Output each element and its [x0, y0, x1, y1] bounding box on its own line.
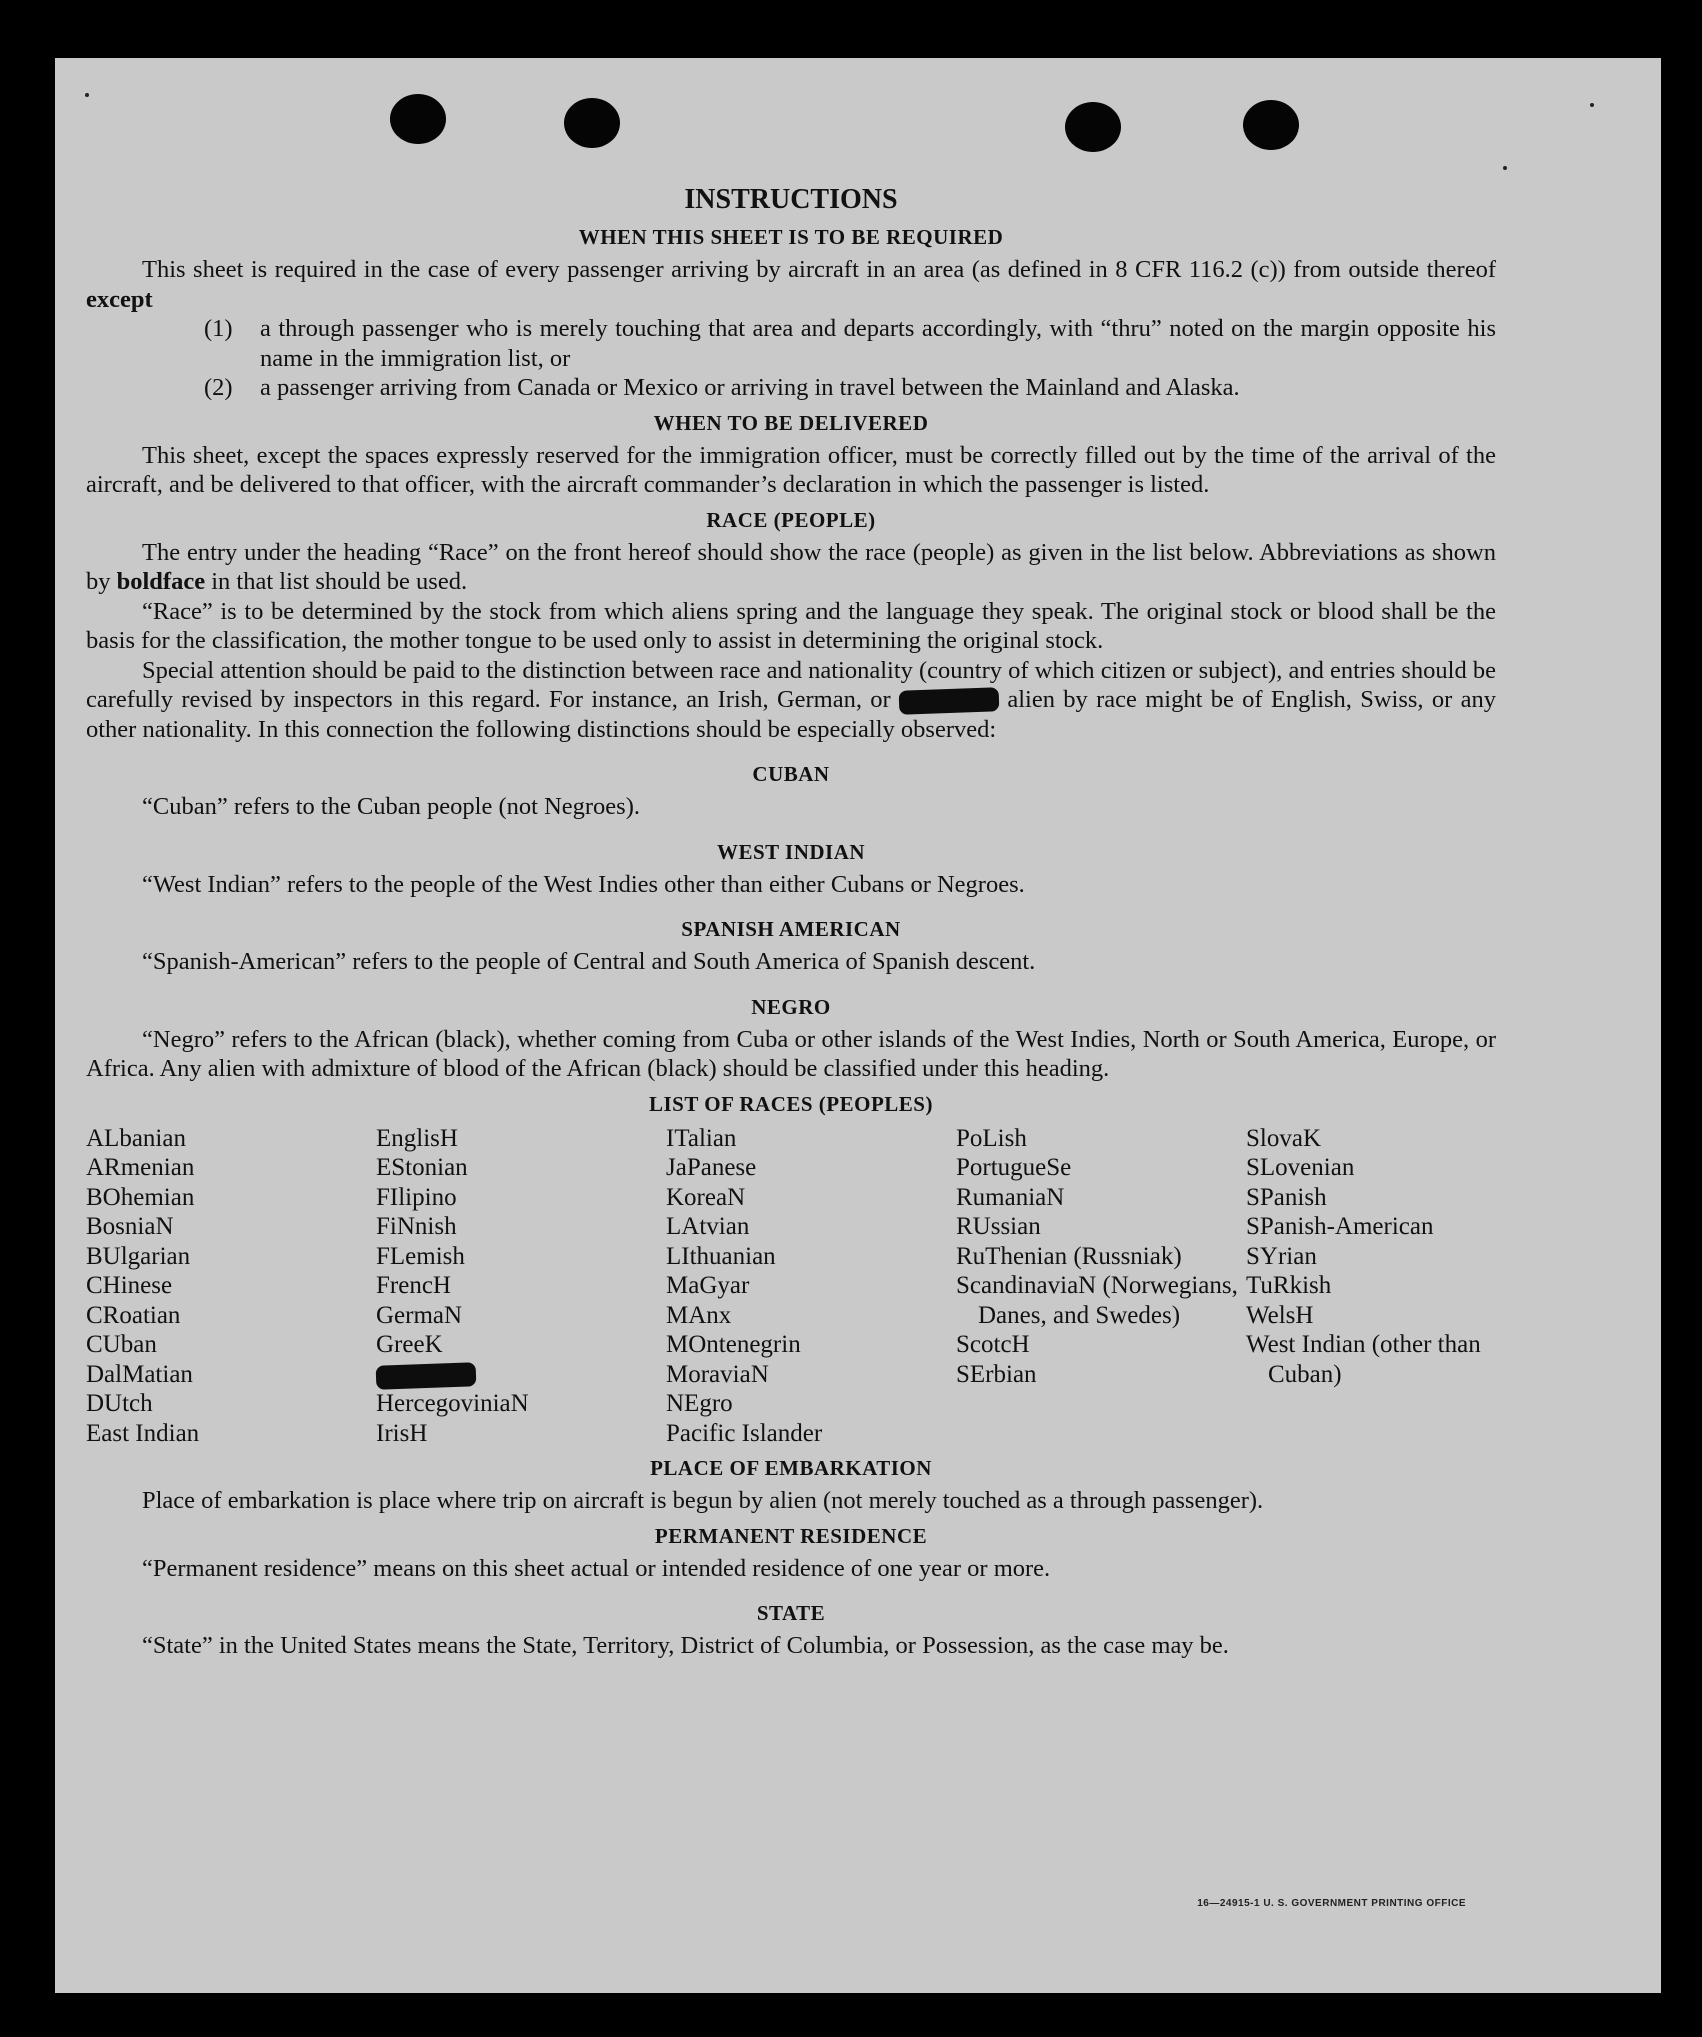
race-entry: SPanish: [1246, 1183, 1327, 1211]
required-intro-text: This sheet is required in the case of every passenger arriving by aircraft in an area (as defined in 8 CFR 116.2 (c)) from outside thereof: [142, 256, 1496, 283]
race-entry: SErbian: [956, 1360, 1037, 1388]
negro-text: “Negro” refers to the African (black), whether coming from Cuba or other islands of the West Indies, North or South America, Europe, or Africa. Any alien with admixture of blood of the African (black) should be classified under this heading.: [86, 1025, 1496, 1082]
race-entry: FLemish: [376, 1242, 465, 1270]
punch-hole: [1065, 102, 1121, 152]
race-entry: SLovenian: [1246, 1154, 1355, 1181]
race-entry: ScotcH: [956, 1331, 1030, 1358]
race-paragraph-2: “Race” is to be determined by the stock from which aliens spring and the language they speak. The original stock or blood shall be the basis for the classification, the mother tongue to be used only to assist in determining the original stock.: [86, 597, 1496, 654]
list-of-races-heading: LIST OF RACES (PEOPLES): [649, 1091, 933, 1116]
race-entry: DUtch: [86, 1390, 153, 1417]
race-entry: RumaniaN: [956, 1183, 1065, 1211]
redaction-mark: [376, 1362, 477, 1389]
races-column-5: [1246, 1124, 1506, 1449]
races-list: [86, 1124, 1496, 1449]
race-entry: EnglisH: [376, 1124, 458, 1152]
race-entry: MAnx: [666, 1301, 732, 1329]
punch-hole: [390, 94, 446, 144]
races-column-4: [956, 1124, 1246, 1449]
west-indian-text: “West Indian” refers to the people of the West Indies other than either Cubans or Negroes.: [142, 870, 1025, 898]
race-entry: EStonian: [376, 1154, 468, 1181]
race-entry: FIlipino: [376, 1183, 457, 1211]
races-column-1: [86, 1124, 376, 1449]
race-entry: PoLish: [956, 1124, 1027, 1152]
cuban-text: “Cuban” refers to the Cuban people (not Negroes).: [142, 793, 640, 820]
race-entry: DalMatian: [86, 1360, 193, 1388]
race-entry: West Indian (other than Cuban): [1246, 1331, 1481, 1388]
section-heading-race: RACE (PEOPLE): [706, 507, 876, 532]
race-entry-redacted: [376, 1360, 666, 1390]
exception-number: (1): [204, 315, 233, 342]
race-entry: TuRkish: [1246, 1272, 1332, 1299]
race-entry: BUlgarian: [86, 1242, 191, 1270]
race-entry: ScandinaviaN (Norwegians, Danes, and Swedes): [956, 1272, 1238, 1329]
race-entry: MoraviaN: [666, 1360, 769, 1388]
section-heading-embarkation: PLACE OF EMBARKATION: [650, 1456, 932, 1480]
race-p3-a: Special attention should be paid to the distinction between race and nationality (country of which citizen or subject), and entries should be carefully revised by inspectors in this regard. For instance, an Irish, German, or: [86, 656, 1496, 713]
redaction-mark: [899, 688, 1000, 715]
race-paragraph-3: [86, 656, 1496, 745]
race-p1-b: in that list should be used.: [211, 568, 468, 595]
race-entry: HercegoviniaN: [376, 1390, 529, 1417]
spanish-american-text: “Spanish-American” refers to the people of Central and South America of Spanish descent.: [142, 948, 1036, 975]
race-entry: CUban: [86, 1331, 157, 1358]
section-heading-required: WHEN THIS SHEET IS TO BE REQUIRED: [578, 225, 1004, 249]
exception-item-1: [204, 314, 1496, 373]
exception-text: a passenger arriving from Canada or Mexico or arriving in travel between the Mainland and Alaska.: [260, 374, 1240, 401]
race-entry: LAtvian: [666, 1213, 750, 1240]
race-entry: ARmenian: [86, 1154, 195, 1181]
race-entry: CRoatian: [86, 1301, 181, 1329]
race-entry: SPanish-American: [1246, 1213, 1434, 1240]
embarkation-text: Place of embarkation is place where trip on aircraft is begun by alien (not merely touched as a through passenger).: [142, 1487, 1264, 1514]
race-entry: GermaN: [376, 1301, 463, 1329]
race-entry: GreeK: [376, 1331, 443, 1358]
race-entry: KoreaN: [666, 1183, 746, 1211]
race-entry: ITalian: [666, 1124, 737, 1152]
race-entry: CHinese: [86, 1272, 173, 1299]
race-entry: MaGyar: [666, 1272, 750, 1299]
state-text: “State” in the United States means the State, Territory, District of Columbia, or Possession, as the case may be.: [142, 1632, 1229, 1659]
race-entry: WelsH: [1246, 1301, 1314, 1329]
residence-text: “Permanent residence” means on this sheet actual or intended residence of one year or more.: [142, 1554, 1051, 1582]
race-entry: FrencH: [376, 1272, 451, 1299]
instructions-content: [86, 183, 1496, 1661]
race-entry: NEgro: [666, 1390, 733, 1417]
required-intro-bold: except: [86, 285, 153, 313]
race-entry: PortugueSe: [956, 1154, 1072, 1181]
race-entry: East Indian: [86, 1419, 200, 1447]
races-column-3: [666, 1124, 956, 1449]
scan-speck: [1503, 166, 1507, 170]
section-heading-state: STATE: [756, 1601, 826, 1625]
race-entry: ALbanian: [86, 1124, 186, 1152]
punch-hole: [1243, 100, 1299, 150]
race-paragraph-1: [86, 538, 1496, 597]
race-entry: LIthuanian: [666, 1242, 776, 1270]
race-entry: IrisH: [376, 1419, 428, 1447]
race-entry: MOntenegrin: [666, 1331, 801, 1358]
section-heading-residence: PERMANENT RESIDENCE: [654, 1523, 928, 1548]
race-entry: RUssian: [956, 1213, 1041, 1240]
race-entry: RuThenian (Russniak): [956, 1242, 1182, 1270]
race-p1-a: The entry under the heading “Race” on the front hereof should show the race (people) as given in the list below. Abbreviations as shown by: [86, 538, 1496, 595]
delivered-text: This sheet, except the spaces expressly reserved for the immigration officer, must be correctly filled out by the time of the arrival of the aircraft, and be delivered to that officer, with the aircraft commander’s declaration in which the passenger is listed.: [86, 441, 1496, 498]
punch-hole: [564, 98, 620, 148]
race-entry: Pacific Islander: [666, 1419, 823, 1447]
section-heading-negro: NEGRO: [751, 994, 831, 1019]
races-column-2: [376, 1124, 666, 1449]
section-heading-spanish-american: SPANISH AMERICAN: [681, 917, 901, 941]
race-p3-b: alien by race might be of English, Swiss, or any other nationality. In this connection the following distinctions should be especially observed:: [86, 686, 1496, 743]
exception-number: (2): [204, 374, 233, 401]
race-entry: SYrian: [1246, 1242, 1317, 1270]
section-heading-cuban: CUBAN: [752, 762, 830, 786]
section-heading-west-indian: WEST INDIAN: [716, 839, 866, 864]
exception-item-2: [204, 373, 1496, 403]
scan-speck: [1590, 103, 1594, 107]
section-heading-delivered: WHEN TO BE DELIVERED: [653, 410, 929, 435]
exception-text: a through passenger who is merely touching that area and departs accordingly, with “thru” noted on the margin opposite his name in the immigration list, or: [260, 315, 1496, 372]
race-entry: BOhemian: [86, 1183, 195, 1211]
document-sheet: [55, 58, 1661, 1993]
race-entry: SlovaK: [1246, 1124, 1321, 1152]
printing-office-code: 16—24915-1 U. S. GOVERNMENT PRINTING OFFICE: [1197, 1898, 1466, 1909]
scan-speck: [85, 93, 89, 97]
race-entry: FiNnish: [376, 1213, 457, 1240]
race-entry: BosniaN: [86, 1213, 174, 1240]
race-entry: JaPanese: [666, 1154, 757, 1181]
required-intro: [86, 255, 1496, 314]
page-title: INSTRUCTIONS: [684, 184, 898, 215]
race-p1-bold: boldface: [116, 568, 206, 595]
